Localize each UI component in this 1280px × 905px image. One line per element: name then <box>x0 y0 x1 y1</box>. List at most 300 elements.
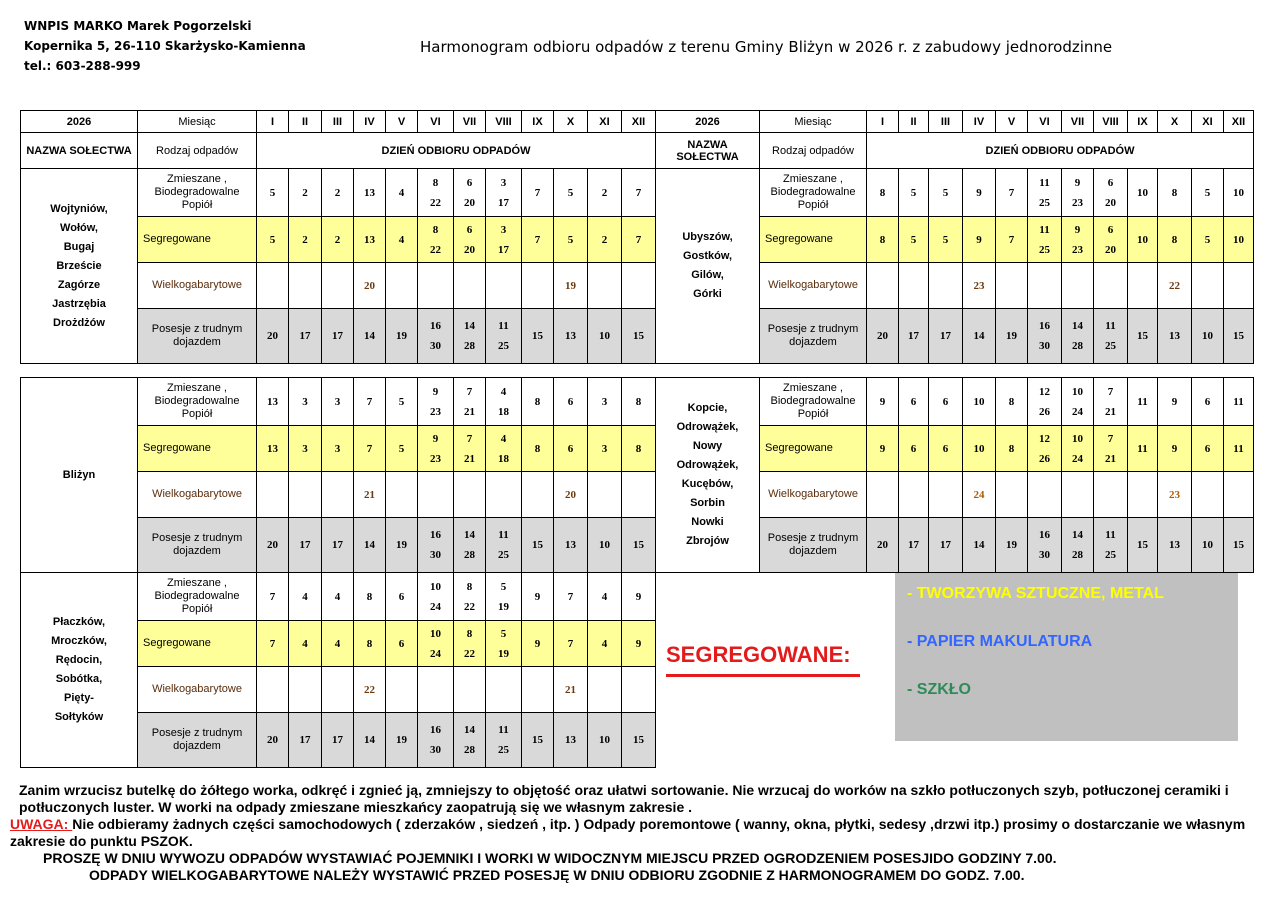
pickup-day-hard-access: 19 <box>386 713 418 768</box>
pickup-day-bulky <box>257 667 289 713</box>
pickup-day-segregated: 9 <box>867 426 899 472</box>
pickup-day-bulky <box>454 472 486 518</box>
pickup-day-bulky <box>257 472 289 518</box>
month-header-label: Miesiąc <box>138 111 257 133</box>
pickup-day-mixed: 13 <box>354 169 386 217</box>
month-header: IV <box>354 111 386 133</box>
document-title: Harmonogram odbioru odpadów z terenu Gminy Bliżyn w 2026 r. z zabudowy jednorodzinne <box>420 38 1113 56</box>
pickup-day-mixed: 8 <box>867 169 899 217</box>
pickup-day-segregated: 6 <box>1192 426 1224 472</box>
pickup-day-segregated: 5 <box>257 217 289 263</box>
legend-paper: - PAPIER MAKULATURA <box>907 633 1093 650</box>
year-header: 2026 <box>21 111 138 133</box>
pickup-day-mixed: 7 <box>522 169 554 217</box>
pickup-day-header: DZIEŃ ODBIORU ODPADÓW <box>867 133 1254 169</box>
settlement-name: Bliżyn <box>21 378 138 573</box>
settlement-name: Wojtyniów, Wołów, Bugaj Brzeście Zagórze Jastrzębia Drożdżów <box>21 169 138 364</box>
pickup-day-bulky <box>386 263 418 309</box>
pickup-day-bulky <box>522 263 554 309</box>
pickup-day-header: DZIEŃ ODBIORU ODPADÓW <box>257 133 656 169</box>
pickup-day-segregated: 5 <box>1192 217 1224 263</box>
pickup-day-bulky <box>289 667 322 713</box>
pickup-day-segregated: 2 <box>289 217 322 263</box>
pickup-day-hard-access: 17 <box>899 309 929 364</box>
waste-type-mixed: Zmieszane , Biodegradowalne Popiół <box>138 378 257 426</box>
pickup-day-mixed: 6 <box>386 573 418 621</box>
pickup-day-hard-access: 11 25 <box>1094 309 1128 364</box>
pickup-day-hard-access: 13 <box>1158 309 1192 364</box>
notes <box>10 782 1270 884</box>
pickup-day-hard-access: 19 <box>996 518 1028 573</box>
segregated-heading: SEGREGOWANE: <box>666 642 851 667</box>
pickup-day-hard-access: 14 28 <box>1062 518 1094 573</box>
pickup-day-segregated: 8 <box>622 426 656 472</box>
pickup-day-mixed: 10 <box>1224 169 1254 217</box>
pickup-day-mixed: 8 <box>1158 169 1192 217</box>
schedule-table <box>20 572 656 768</box>
pickup-day-hard-access: 10 <box>1192 309 1224 364</box>
pickup-day-segregated: 8 <box>522 426 554 472</box>
pickup-day-segregated: 11 <box>1128 426 1158 472</box>
pickup-day-segregated: 13 <box>354 217 386 263</box>
pickup-day-hard-access: 15 <box>1128 518 1158 573</box>
pickup-day-bulky <box>1224 263 1254 309</box>
pickup-day-hard-access: 15 <box>522 713 554 768</box>
pickup-day-segregated: 7 <box>554 621 588 667</box>
pickup-day-segregated: 5 <box>386 426 418 472</box>
month-header: X <box>1158 111 1192 133</box>
pickup-day-bulky <box>899 472 929 518</box>
pickup-day-mixed: 11 <box>1128 378 1158 426</box>
pickup-day-segregated: 11 <box>1224 426 1254 472</box>
pickup-day-mixed: 2 <box>588 169 622 217</box>
pickup-day-segregated: 11 25 <box>1028 217 1062 263</box>
pickup-day-segregated: 8 22 <box>418 217 454 263</box>
pickup-day-bulky <box>588 263 622 309</box>
pickup-day-mixed: 6 20 <box>454 169 486 217</box>
pickup-day-mixed: 5 <box>1192 169 1224 217</box>
pickup-day-segregated: 2 <box>588 217 622 263</box>
pickup-day-bulky <box>867 472 899 518</box>
pickup-day-mixed: 2 <box>289 169 322 217</box>
pickup-day-hard-access: 10 <box>588 309 622 364</box>
pickup-day-bulky <box>622 667 656 713</box>
pickup-day-bulky <box>486 472 522 518</box>
waste-type-segregated: Segregowane <box>138 426 257 472</box>
pickup-day-hard-access: 15 <box>1128 309 1158 364</box>
pickup-day-hard-access: 11 25 <box>486 518 522 573</box>
pickup-day-mixed: 6 <box>929 378 963 426</box>
pickup-day-bulky <box>1062 472 1094 518</box>
waste-type-mixed: Zmieszane , Biodegradowalne Popiół <box>760 169 867 217</box>
pickup-day-mixed: 9 <box>1158 378 1192 426</box>
pickup-day-mixed: 9 <box>963 169 996 217</box>
settlement-name-header: NAZWA SOŁECTWA <box>656 133 760 169</box>
pickup-day-mixed: 6 <box>899 378 929 426</box>
pickup-day-bulky: 19 <box>554 263 588 309</box>
month-header: II <box>899 111 929 133</box>
pickup-day-mixed: 5 <box>257 169 289 217</box>
pickup-day-hard-access: 14 <box>354 309 386 364</box>
pickup-day-bulky: 20 <box>554 472 588 518</box>
pickup-day-segregated: 9 23 <box>418 426 454 472</box>
waste-type-bulky: Wielkogabarytowe <box>138 667 257 713</box>
waste-type-header: Rodzaj odpadów <box>760 133 867 169</box>
month-header: V <box>386 111 418 133</box>
pickup-day-hard-access: 17 <box>322 309 354 364</box>
pickup-day-bulky <box>899 263 929 309</box>
pickup-day-hard-access: 11 25 <box>1094 518 1128 573</box>
pickup-day-bulky <box>1224 472 1254 518</box>
waste-type-bulky: Wielkogabarytowe <box>138 472 257 518</box>
pickup-day-segregated: 6 <box>929 426 963 472</box>
pickup-day-hard-access: 13 <box>554 309 588 364</box>
pickup-day-bulky <box>929 263 963 309</box>
pickup-day-bulky <box>386 667 418 713</box>
pickup-day-hard-access: 15 <box>622 518 656 573</box>
pickup-day-hard-access: 14 28 <box>454 518 486 573</box>
month-header: X <box>554 111 588 133</box>
waste-type-segregated: Segregowane <box>138 621 257 667</box>
pickup-day-hard-access: 13 <box>554 713 588 768</box>
pickup-day-bulky <box>322 667 354 713</box>
pickup-day-mixed: 10 24 <box>418 573 454 621</box>
month-header: V <box>996 111 1028 133</box>
pickup-day-mixed: 6 <box>1192 378 1224 426</box>
pickup-day-segregated: 6 <box>554 426 588 472</box>
pickup-day-bulky <box>588 667 622 713</box>
pickup-day-mixed: 3 <box>289 378 322 426</box>
pickup-day-mixed: 10 24 <box>1062 378 1094 426</box>
pickup-day-mixed: 10 <box>1128 169 1158 217</box>
pickup-day-mixed: 4 <box>386 169 418 217</box>
pickup-day-hard-access: 10 <box>588 713 622 768</box>
pickup-day-segregated: 9 23 <box>1062 217 1094 263</box>
pickup-day-mixed: 4 <box>588 573 622 621</box>
month-header: I <box>867 111 899 133</box>
pickup-day-hard-access: 14 <box>354 518 386 573</box>
pickup-day-mixed: 7 21 <box>454 378 486 426</box>
pickup-day-segregated: 2 <box>322 217 354 263</box>
pickup-day-bulky <box>622 472 656 518</box>
pickup-day-bulky <box>1028 263 1062 309</box>
pickup-day-bulky <box>867 263 899 309</box>
pickup-day-segregated: 5 <box>899 217 929 263</box>
pickup-day-mixed: 5 <box>386 378 418 426</box>
month-header: VII <box>454 111 486 133</box>
legend-plastic-metal: - TWORZYWA SZTUCZNE, METAL <box>907 585 1164 602</box>
pickup-day-segregated: 10 24 <box>418 621 454 667</box>
pickup-day-mixed: 3 <box>588 378 622 426</box>
pickup-day-hard-access: 11 25 <box>486 713 522 768</box>
pickup-day-segregated: 10 <box>963 426 996 472</box>
pickup-day-segregated: 5 19 <box>486 621 522 667</box>
pickup-day-segregated: 8 <box>867 217 899 263</box>
company-phone: tel.: 603-288-999 <box>24 59 141 73</box>
pickup-day-bulky: 21 <box>554 667 588 713</box>
pickup-day-mixed: 10 <box>963 378 996 426</box>
pickup-day-hard-access: 16 30 <box>418 309 454 364</box>
pickup-day-segregated: 10 24 <box>1062 426 1094 472</box>
pickup-day-bulky <box>588 472 622 518</box>
pickup-day-mixed: 13 <box>257 378 289 426</box>
pickup-day-hard-access: 14 28 <box>1062 309 1094 364</box>
pickup-day-mixed: 8 22 <box>454 573 486 621</box>
pickup-day-segregated: 12 26 <box>1028 426 1062 472</box>
pickup-day-hard-access: 20 <box>867 309 899 364</box>
month-header: III <box>322 111 354 133</box>
pickup-day-bulky <box>622 263 656 309</box>
waste-type-mixed: Zmieszane , Biodegradowalne Popiół <box>138 169 257 217</box>
month-header: IX <box>1128 111 1158 133</box>
pickup-day-bulky <box>1192 472 1224 518</box>
legend-glass: - SZKŁO <box>907 681 971 698</box>
pickup-day-segregated: 4 <box>322 621 354 667</box>
pickup-day-mixed: 7 <box>354 378 386 426</box>
pickup-day-segregated: 10 <box>1224 217 1254 263</box>
pickup-day-bulky <box>1094 472 1128 518</box>
pickup-day-segregated: 5 <box>554 217 588 263</box>
pickup-day-segregated: 4 <box>386 217 418 263</box>
pickup-day-hard-access: 15 <box>622 309 656 364</box>
pickup-day-segregated: 8 <box>354 621 386 667</box>
pickup-day-segregated: 6 20 <box>1094 217 1128 263</box>
settlement-name: Płaczków, Mroczków, Rędocin, Sobótka, Pięty- Sołtyków <box>21 573 138 768</box>
pickup-day-hard-access: 17 <box>322 518 354 573</box>
month-header: VII <box>1062 111 1094 133</box>
pickup-day-bulky <box>289 263 322 309</box>
pickup-day-mixed: 8 <box>354 573 386 621</box>
pickup-day-hard-access: 20 <box>257 309 289 364</box>
month-header: VIII <box>486 111 522 133</box>
pickup-day-segregated: 6 <box>899 426 929 472</box>
pickup-day-hard-access: 17 <box>289 518 322 573</box>
pickup-day-hard-access: 15 <box>1224 309 1254 364</box>
pickup-day-segregated: 3 17 <box>486 217 522 263</box>
pickup-day-hard-access: 14 28 <box>454 713 486 768</box>
pickup-day-bulky <box>418 263 454 309</box>
pickup-day-bulky <box>486 263 522 309</box>
waste-type-hard-access: Posesje z trudnym dojazdem <box>138 518 257 573</box>
month-header: XI <box>1192 111 1224 133</box>
pickup-day-segregated: 9 <box>963 217 996 263</box>
pickup-day-segregated: 3 <box>322 426 354 472</box>
pickup-day-hard-access: 14 <box>963 518 996 573</box>
pickup-day-bulky <box>322 263 354 309</box>
pickup-day-bulky <box>418 472 454 518</box>
pickup-day-mixed: 4 18 <box>486 378 522 426</box>
pickup-day-bulky <box>1128 263 1158 309</box>
pickup-day-mixed: 9 <box>522 573 554 621</box>
month-header-label: Miesiąc <box>760 111 867 133</box>
pickup-day-bulky <box>386 472 418 518</box>
pickup-day-bulky <box>1028 472 1062 518</box>
pickup-day-segregated: 3 <box>289 426 322 472</box>
waste-type-hard-access: Posesje z trudnym dojazdem <box>760 518 867 573</box>
month-header: VI <box>418 111 454 133</box>
waste-type-bulky: Wielkogabarytowe <box>138 263 257 309</box>
pickup-day-hard-access: 16 30 <box>1028 309 1062 364</box>
note-warning-text: Nie odbieramy żadnych części samochodowych ( zderzaków , siedzeń , itp. ) Odpady poremontowe ( wanny, okna, płytki, sedesy ,drzwi itp.) prosimy o dostarczanie we własnym zakresie do punktu PSZOK. <box>10 816 1246 849</box>
company-name: WNPIS MARKO Marek Pogorzelski <box>24 19 252 33</box>
pickup-day-mixed: 6 <box>554 378 588 426</box>
pickup-day-bulky <box>522 472 554 518</box>
pickup-day-bulky <box>1062 263 1094 309</box>
pickup-day-bulky <box>1128 472 1158 518</box>
pickup-day-hard-access: 17 <box>929 518 963 573</box>
pickup-day-bulky: 20 <box>354 263 386 309</box>
pickup-day-segregated: 8 <box>996 426 1028 472</box>
pickup-day-segregated: 13 <box>257 426 289 472</box>
schedule-table <box>20 377 1254 573</box>
pickup-day-segregated: 9 <box>1158 426 1192 472</box>
month-header: IV <box>963 111 996 133</box>
month-header: VI <box>1028 111 1062 133</box>
waste-type-hard-access: Posesje z trudnym dojazdem <box>138 309 257 364</box>
pickup-day-hard-access: 16 30 <box>418 518 454 573</box>
pickup-day-hard-access: 19 <box>386 309 418 364</box>
pickup-day-mixed: 8 <box>622 378 656 426</box>
pickup-day-mixed: 5 <box>929 169 963 217</box>
pickup-day-bulky <box>257 263 289 309</box>
pickup-day-mixed: 6 20 <box>1094 169 1128 217</box>
pickup-day-segregated: 8 22 <box>454 621 486 667</box>
settlement-name: Kopcie, Odrowążek, Nowy Odrowążek, Kucębów, Sorbin Nowki Zbrojów <box>656 378 760 573</box>
pickup-day-hard-access: 16 30 <box>1028 518 1062 573</box>
note-bulky-waste: ODPADY WIELKOGABARYTOWE NALEŻY WYSTAWIĆ PRZED POSESJĘ W DNIU ODBIORU ZGODNIE Z HARMONOGRAMEM DO GODZ. 7.00. <box>89 867 1025 883</box>
pickup-day-mixed: 2 <box>322 169 354 217</box>
company-info <box>24 16 306 76</box>
pickup-day-bulky: 23 <box>963 263 996 309</box>
pickup-day-mixed: 7 <box>622 169 656 217</box>
pickup-day-segregated: 6 20 <box>454 217 486 263</box>
pickup-day-segregated: 10 <box>1128 217 1158 263</box>
pickup-day-bulky <box>322 472 354 518</box>
pickup-day-mixed: 12 26 <box>1028 378 1062 426</box>
pickup-day-mixed: 11 25 <box>1028 169 1062 217</box>
pickup-day-segregated: 7 <box>257 621 289 667</box>
pickup-day-mixed: 5 <box>899 169 929 217</box>
waste-type-segregated: Segregowane <box>760 217 867 263</box>
note-bottle-instructions: Zanim wrzucisz butelkę do żółtego worka, odkręć i zgnieć ją, zmniejszy to objętość oraz ułatwi sortowanie. Nie wrzucaj do worków na szkło potłuczonych szyb, potłuczonej ceramiki i potłuczonych luster. W worki na odpady zmieszane mieszkańcy zaopatrują się we własnym zakresie . <box>19 782 1229 815</box>
pickup-day-hard-access: 15 <box>622 713 656 768</box>
pickup-day-mixed: 8 22 <box>418 169 454 217</box>
pickup-day-mixed: 11 <box>1224 378 1254 426</box>
pickup-day-hard-access: 17 <box>289 309 322 364</box>
pickup-day-hard-access: 20 <box>257 713 289 768</box>
waste-type-header: Rodzaj odpadów <box>138 133 257 169</box>
month-header: II <box>289 111 322 133</box>
pickup-day-mixed: 3 <box>322 378 354 426</box>
company-address: Kopernika 5, 26-110 Skarżysko-Kamienna <box>24 39 306 53</box>
pickup-day-mixed: 7 <box>996 169 1028 217</box>
month-header: I <box>257 111 289 133</box>
pickup-day-hard-access: 19 <box>386 518 418 573</box>
pickup-day-hard-access: 17 <box>899 518 929 573</box>
pickup-day-segregated: 4 <box>588 621 622 667</box>
waste-type-segregated: Segregowane <box>138 217 257 263</box>
pickup-day-mixed: 7 <box>257 573 289 621</box>
pickup-day-bulky: 23 <box>1158 472 1192 518</box>
waste-type-mixed: Zmieszane , Biodegradowalne Popiół <box>760 378 867 426</box>
month-header: IX <box>522 111 554 133</box>
pickup-day-mixed: 4 <box>289 573 322 621</box>
pickup-day-bulky <box>929 472 963 518</box>
pickup-day-hard-access: 13 <box>1158 518 1192 573</box>
pickup-day-hard-access: 15 <box>522 518 554 573</box>
settlement-name: Ubyszów, Gostków, Gilów, Górki <box>656 169 760 364</box>
pickup-day-bulky <box>996 263 1028 309</box>
pickup-day-bulky <box>289 472 322 518</box>
pickup-day-mixed: 3 17 <box>486 169 522 217</box>
waste-type-bulky: Wielkogabarytowe <box>760 472 867 518</box>
waste-type-mixed: Zmieszane , Biodegradowalne Popiół <box>138 573 257 621</box>
pickup-day-hard-access: 10 <box>588 518 622 573</box>
pickup-day-hard-access: 19 <box>996 309 1028 364</box>
pickup-day-segregated: 7 <box>354 426 386 472</box>
waste-type-hard-access: Posesje z trudnym dojazdem <box>760 309 867 364</box>
pickup-day-bulky: 21 <box>354 472 386 518</box>
pickup-day-hard-access: 17 <box>289 713 322 768</box>
pickup-day-mixed: 7 <box>554 573 588 621</box>
pickup-day-mixed: 9 <box>622 573 656 621</box>
pickup-day-bulky: 22 <box>354 667 386 713</box>
pickup-day-hard-access: 14 <box>354 713 386 768</box>
pickup-day-bulky <box>454 667 486 713</box>
pickup-day-mixed: 4 <box>322 573 354 621</box>
pickup-day-segregated: 3 <box>588 426 622 472</box>
pickup-day-hard-access: 17 <box>322 713 354 768</box>
month-header: III <box>929 111 963 133</box>
waste-type-segregated: Segregowane <box>760 426 867 472</box>
note-warning-label: UWAGA: <box>10 816 73 832</box>
pickup-day-hard-access: 20 <box>867 518 899 573</box>
pickup-day-hard-access: 20 <box>257 518 289 573</box>
pickup-day-bulky: 22 <box>1158 263 1192 309</box>
pickup-day-hard-access: 17 <box>929 309 963 364</box>
pickup-day-hard-access: 15 <box>1224 518 1254 573</box>
pickup-day-segregated: 7 21 <box>1094 426 1128 472</box>
waste-type-hard-access: Posesje z trudnym dojazdem <box>138 713 257 768</box>
settlement-name-header: NAZWA SOŁECTWA <box>21 133 138 169</box>
pickup-day-segregated: 8 <box>1158 217 1192 263</box>
month-header: XII <box>622 111 656 133</box>
pickup-day-hard-access: 10 <box>1192 518 1224 573</box>
pickup-day-segregated: 9 <box>522 621 554 667</box>
pickup-day-hard-access: 14 28 <box>454 309 486 364</box>
month-header: XI <box>588 111 622 133</box>
schedule-table <box>20 110 1254 364</box>
pickup-day-mixed: 9 23 <box>1062 169 1094 217</box>
pickup-day-mixed: 9 <box>867 378 899 426</box>
pickup-day-bulky <box>418 667 454 713</box>
pickup-day-hard-access: 14 <box>963 309 996 364</box>
pickup-day-segregated: 5 <box>929 217 963 263</box>
pickup-day-mixed: 9 23 <box>418 378 454 426</box>
pickup-day-segregated: 9 <box>622 621 656 667</box>
month-header: VIII <box>1094 111 1128 133</box>
pickup-day-bulky <box>1192 263 1224 309</box>
waste-type-bulky: Wielkogabarytowe <box>760 263 867 309</box>
pickup-day-mixed: 7 21 <box>1094 378 1128 426</box>
pickup-day-bulky: 24 <box>963 472 996 518</box>
note-container-placement: PROSZĘ W DNIU WYWOZU ODPADÓW WYSTAWIAĆ POJEMNIKI I WORKI W WIDOCZNYM MIEJSCU PRZED OGRODZENIEM POSESJIDO GODZINY 7.00. <box>43 850 1057 866</box>
pickup-day-mixed: 8 <box>996 378 1028 426</box>
pickup-day-segregated: 6 <box>386 621 418 667</box>
pickup-day-mixed: 5 <box>554 169 588 217</box>
segregated-heading-underline <box>666 674 860 677</box>
pickup-day-segregated: 7 <box>996 217 1028 263</box>
